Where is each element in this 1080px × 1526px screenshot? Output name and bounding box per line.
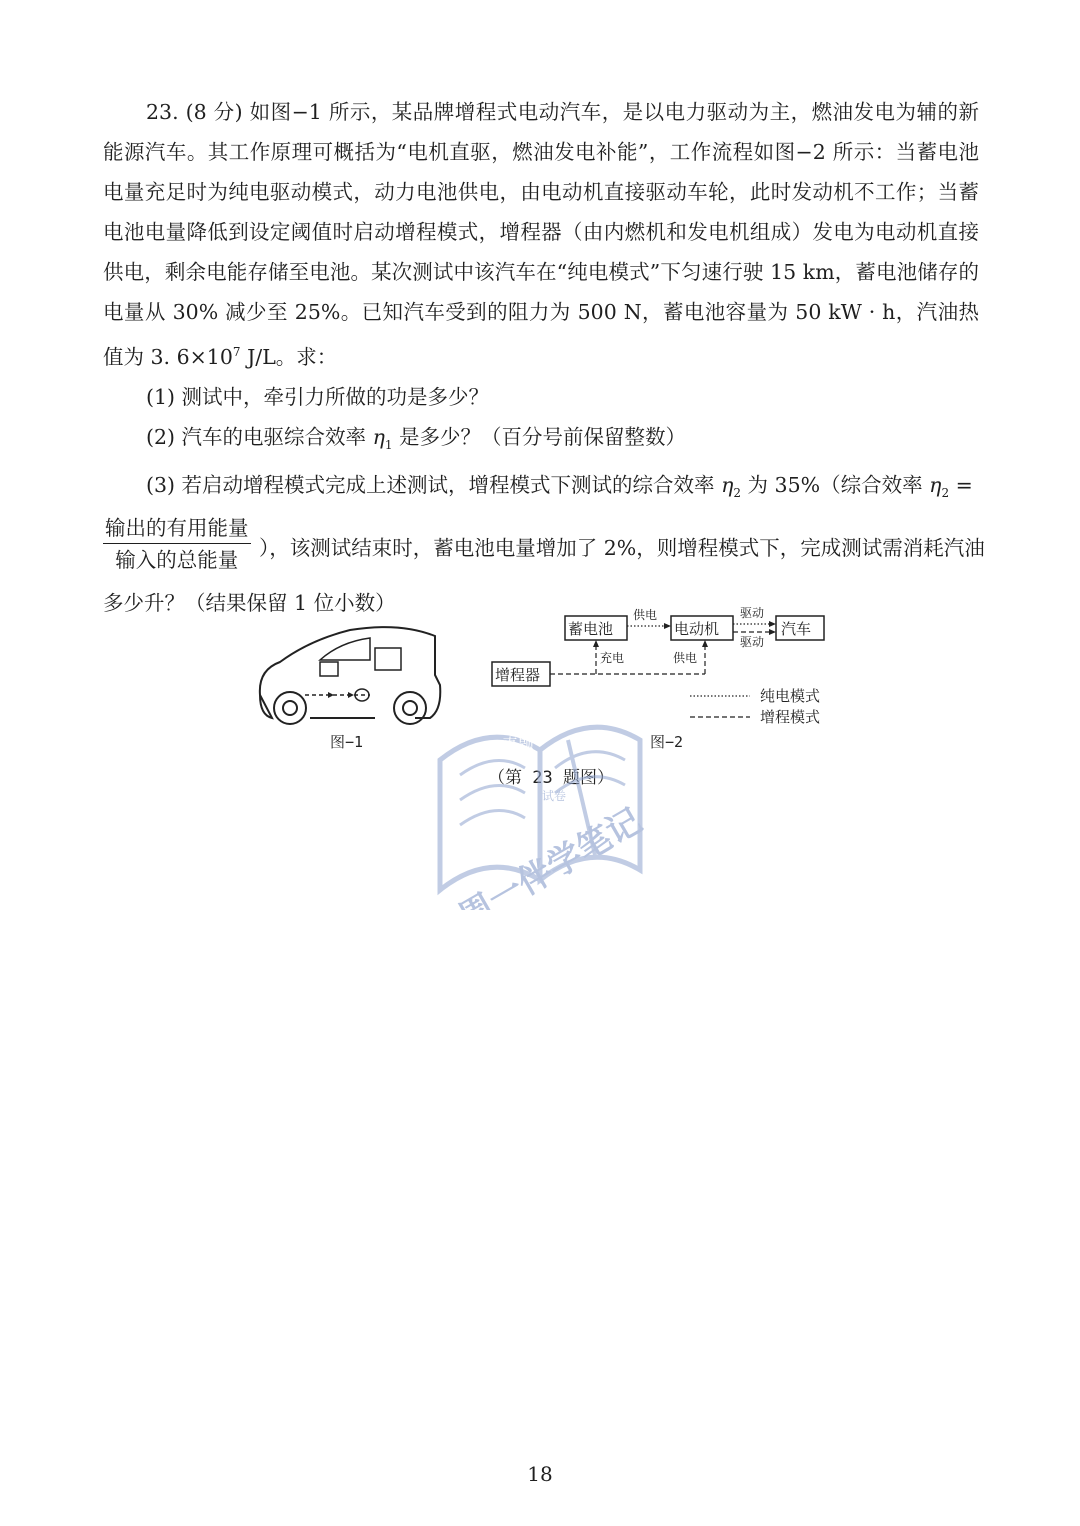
problem-23 [103,92,985,623]
fraction-numerator: 输出的有用能量 [103,513,251,544]
eta-symbol: η [372,424,385,449]
car-illustration [260,627,440,724]
watermark-zhenti: 真题 [502,735,535,754]
q3-text-b: 为 35%（综合效率 [741,472,930,497]
eta-symbol: η [721,472,734,497]
page-number: 18 [527,1462,553,1486]
question-3 [103,465,979,513]
motor-label: 电动机 [674,620,720,638]
watermark-svg [420,680,700,910]
watermark-logo [420,680,700,910]
legend-pure: 纯电模式 [760,687,821,705]
watermark-text: 周一伴学笔记 [451,800,649,910]
battery-label: 蓄电池 [568,620,614,638]
edge-supply2: 供电 [673,651,698,665]
q3-equals: = [949,472,973,497]
fig1-label: 图−1 [330,733,364,751]
extender-label: 增程器 [495,666,541,684]
eta-subscript-2: 2 [733,486,742,501]
legend-extended: 增程模式 [760,708,821,726]
q2-text-b: 是多少？（百分号前保留整数） [392,424,687,449]
intro-text: 23. (8 分) 如图−1 所示，某品牌增程式电动汽车，是以电力驱动为主，燃油发电为辅的新能源汽车。其工作原理可概括为“电机直驱，燃油发电补能”，工作流程如图−2 所示：当蓄电池电量充足时为纯电驱动模式，动力电池供电，由电动机直接驱动车轮，此时发动机不工作；当蓄电池电量降低到设定阈值时启动增程模式，增程器（由内燃机和发电机组成）发电为电动机直接供电，剩余电能存储至电池。某次测试中该汽车在“纯电模式”下匀速行驶 15 km，蓄电池储存的电量从 30% 减少至 25%。已知汽车受到的阻力为 500 N，蓄电池容量为 50 kW · h，汽油热值为 3. 6×10 [103,100,979,369]
q3-text-a: (3) 若启动增程模式完成上述测试，增程模式下测试的综合效率 [146,472,722,497]
edge-drive1: 驱动 [740,606,765,620]
question-2 [103,417,979,465]
fig2-label: 图−2 [650,733,684,751]
intro-end-text: J/L。求： [240,344,338,369]
eta-subscript-1: 1 [384,437,393,452]
q3-text-d: 多少升？（结果保留 1 位小数） [103,591,396,616]
heat-value-exponent: 7 [232,345,241,359]
edge-charge: 充电 [600,651,625,665]
efficiency-fraction [103,513,251,576]
fraction-line [103,513,985,583]
eta-subscript-2: 2 [941,486,950,501]
edge-drive2: 驱动 [740,635,765,649]
q2-text-a: (2) 汽车的电驱综合效率 [146,424,373,449]
question-1: (1) 测试中，牵引力所做的功是多少？ [146,384,490,409]
edge-supply1: 供电 [633,608,658,622]
watermark-shijuan: 试卷 [542,789,567,803]
fraction-denominator: 输入的总能量 [115,548,239,573]
eta-symbol: η [929,472,942,497]
problem-intro [103,92,979,377]
car-label: 汽车 [781,620,812,638]
figure-caption: （第 23 题图） [488,768,614,788]
q3-text-c: ），该测试结束时，蓄电池电量增加了 2%，则增程模式下，完成测试需消耗汽油 [259,536,985,561]
